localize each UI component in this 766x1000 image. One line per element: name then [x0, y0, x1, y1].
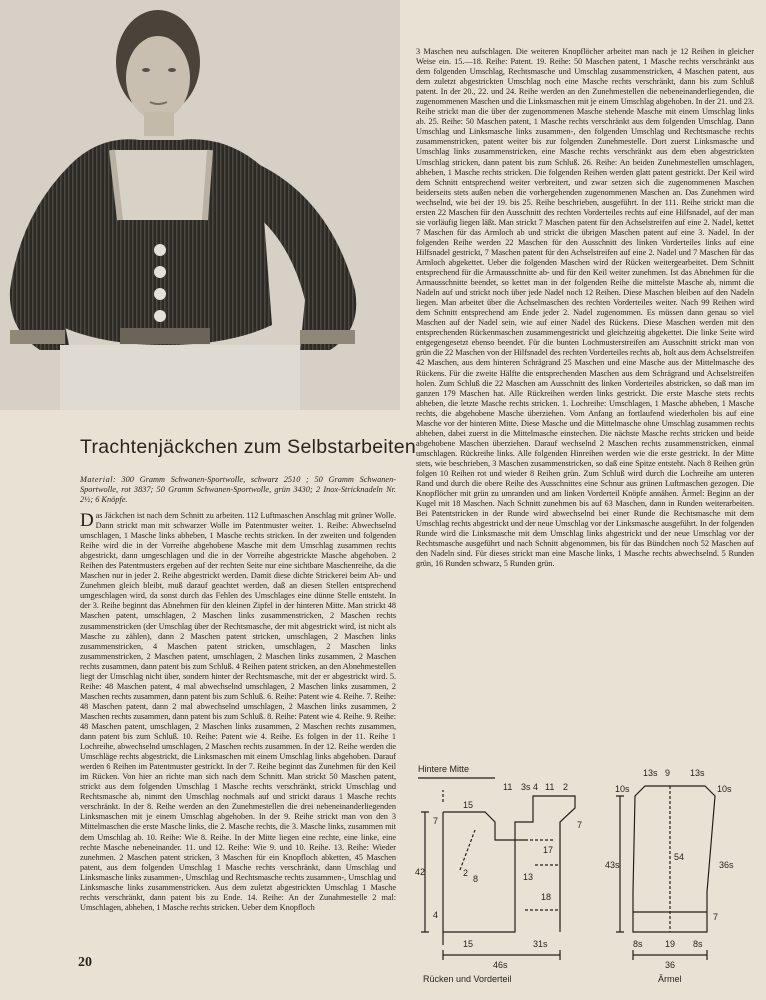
- sleeve-13s-left: 13s: [643, 768, 658, 778]
- sleeve-7: 7: [713, 912, 719, 922]
- photo-illustration: [0, 0, 400, 410]
- sleeve-36s: 36s: [719, 860, 734, 870]
- left-paragraph: as Jäckchen ist nach dem Schnitt zu arbeiten. 112 Luftmaschen Anschlag mit grüner Wolle. Dann strickt man mit schwarzer Wolle im Patentmuster weiter. 1. Reihe: Abwechselnd umschlagen, 1 Masche links abheben, 1 Masche rechts stricken. In der zweiten und folgenden Reihe wird die in der Vorreihe abgehobene Masche mit dem Umschlag zusammen rechts abgestrickt, dann umgeschlagen und die in der Vorreihe abgestrickte Masche abgehoben. 2 Reihen des Patentmusters ergeben auf der rechten Seite nur eine sichtbare Maschenreihe, da die Maschen nur in jeder 2. Reihe abgestrickt werden. Damit diese dichte Strickerei beim Ab- und Zunehmen gleich bleibt, muß darauf geachtet werden, daß an diesen Stellen entsprechend umgeschlagen wird, da sonst durch das Fehlen des Umschlages eine dünne Stelle entsteht. In der 3. Reihe beginnt das Abnehmen für den kleinen Zipfel in der hinteren Mitte. Man strickt 48 Maschen patent, umschlagen, 2 Maschen links zusammenstricken, 2 Maschen rechts zusammenstricken (der Umschlag über der Rechtsmasche, der mit abgestrickt wird, ist nicht als Masche zu zählen), dann 2 Maschen patent stricken, umschlagen, 2 Maschen links zusammenstricken, 4 Maschen patent stricken, umschlagen, 2 Maschen links zusammenstricken, 2 Maschen patent, umschlagen, 2 Maschen links zusammen, 2 Maschen rechts zusammen, dann patent bis zum Schluß. 4 Reihen patent stricken, an den Abnehmestellen liegt der Umschlag nicht über, sondern hinter der Rechtsmasche, mit der er abgestrickt wird. 5. Reihe: 48 Maschen patent, 4 mal abwechselnd umschlagen, 2 Maschen links zusammen, 2 Maschen rechts zusammen, dann patent bis zum Schluß. 6. Reihe: Patent wie 4. Reihe. 7. Reihe: 48 Maschen patent, dann 2 mal abwechselnd umschlagen, 2 Maschen links zusammen, 2 Maschen rechts zusammen, dann patent bis zum Schluß. 8. Reihe: Patent wie 4. Reihe. 9. Reihe: 48 Maschen patent, umschlagen, 2 Maschen links zusammen, 2 Maschen rechts zusammen, dann patent bis zum Schluß. 10. Reihe: Patent wie 4. Reihe. Es folgen in der 11. Reihe 1 Lochreihe, abwechselnd umschlagen, 2 Maschen rechts zusammen. In der 12. Reihe werden die Umschläge rechts abgestrickt, die Linksmaschen mit einem Umschlag links abgehoben. Darauf werden 6 Reihen im Patentmuster gestrickt. In der 7. Reihe beginnt das Zunehmen für den Keil im Rücken. Von hier an richte man sich nach dem Schnitt. Man strickt 50 Maschen patent, strickt aus dem folgenden Umschlag 1 Masche rechts verschränkt, strickt Umschlag und Rechtsmasche ab, nimmt den Umschlag nochmals auf und strickt daraus 1 Masche rechts verschränkt. In der 8. Reihe werden an den Zunehmestellen die drei nebeneinanderliegenden Linksmaschen mit je einem Umschlag abgehoben. In der 9. Reihe strickt man von den 3 Mittelmaschen die erste Masche links, die 2. Masche rechts, die 3. Masche links, zusammen mit dem Umschlag ab. 10. Reihe: Wie 8. Reihe. In der Mitte liegen eine rechte, eine linke, eine rechte Masche nebeneinander. 11. und 12. Reihe: Wie 9. und 10. Reihe. 13. Reihe: Wieder zunehmen. 2 Maschen patent stricken, 3 Maschen für ein Knopfloch abketten, 45 Maschen patent, aus dem folgenden Umschlag 1 Masche rechts verschränkt, dann Umschlag und Linksmasche links zusammen-, Umschlag und Rechtsmasche rechts zusammen-, Umschlag und Linksmasche links zusammenstricken. Aus dem zuletzt abgestrickten Umschlag 1 Masche rechts verschränkt, dann patent bis zu Ende. 14. Reihe: An der Zunahmestelle 2 mal: Umschlagen, abheben, 1 Masche rechts stricken. Ueber dem Knopfloch: [80, 511, 396, 912]
- dim-4: 4: [533, 782, 539, 792]
- back-center-label: Hintere Mitte: [418, 764, 470, 774]
- dim-15: 15: [463, 800, 474, 810]
- sleeve-36: 36: [665, 960, 676, 970]
- sleeve-8s-left: 8s: [633, 939, 643, 949]
- dim-2: 2: [563, 782, 569, 792]
- dim-31s: 31s: [533, 939, 548, 949]
- dim-3s: 3s: [521, 782, 531, 792]
- sleeve-19: 19: [665, 939, 676, 949]
- dim-8: 8: [473, 874, 479, 884]
- dim-46s: 46s: [493, 960, 508, 970]
- sleeve-43s: 43s: [605, 860, 620, 870]
- material-list: [80, 475, 396, 505]
- material-text: : 300 Gramm Schwanen-Sportwolle, schwarz 2510 ; 50 Gramm Schwanen-Sportwolle, rot 3837; 50 Gramm Schwanen-Sportwolle, grün 3430; 2 Inox-Stricknadeln Nr. 2½; 6 Knöpfe.: [80, 475, 396, 505]
- dim-7b: 7: [433, 816, 439, 826]
- dim-7: 7: [577, 820, 583, 830]
- body-caption: Rücken und Vorderteil: [423, 974, 512, 984]
- dim-4b: 4: [433, 910, 439, 920]
- sleeve-9: 9: [665, 768, 671, 778]
- drop-cap: D: [80, 510, 94, 531]
- left-text-column: [80, 511, 396, 913]
- material-label: Material: [80, 475, 114, 484]
- dim-13: 13: [523, 872, 534, 882]
- sleeve-13s-right: 13s: [690, 768, 705, 778]
- right-paragraph: 3 Maschen neu aufschlagen. Die weiteren Knopflöcher arbeitet man nach je 12 Reihen in gleicher Weise ein. 15.—18. Reihe: Patent. 19. Reihe: 50 Maschen patent, 1 Masche rechts verschränkt aus dem folgenden Umschlag, Rechtsmasche und Umschlag zusammenstricken, 4 Maschen patent, aus dem zuletzt abgestrickten Umschlag noch eine Masche rechts verschränkt, dann bis zum Schluß patent. In der 20., 22. und 24. Reihe werden an den Zunehmestellen die nebeneinanderliegenden, die zugenommenen Maschen und die Linksmaschen mit je einem Umschlag abgehoben. In der 21. und 23. Reihe strickt man die über der zugenommenen Masche stehende Masche mit einem Umschlag links ab. 25. Reihe: 50 Maschen patent, 1 Masche rechts verschränkt aus dem folgenden Umschlag. Dann Umschlag und Linksmasche links zusammen-, den folgenden Umschlag und Rechtsmasche rechts zusammenstricken, patent weiter bis zur folgenden Zunehmestelle. Dort zuerst Linksmasche und Umschlag links zusammenstricken, eine Masche rechts verschränkt aus dem eben abgestrickten Umschlag stricken, dann patent bis zum Schluß. 26. Reihe: An beiden Zunehmestellen umschlagen, abheben, 1 Masche rechts stricken. Die folgenden Reihen werden glatt patent gestrickt. Der Keil wird dem Schnitt entsprechend weiter verbreitert, und zwar setzen sich die zugenommenen Maschen beiderseits stets außen neben die vorhergehenden zugenommenen Maschen an. Das Zunehmen wird wechselnd, wie bei der 19. bis 25. Reihe beschrieben, ausgeführt. In der 111. Reihe strickt man die ersten 22 Maschen für den Ausschnitt des rechten Vorderteiles rechts auf eine Hilfsnadel, auf der man sie vorläufig liegen läßt. Man strickt 7 Maschen patent für den Achselstreifen auf eine 2. Nadel, kettet 7 Maschen für das Armloch ab und strickt die übrigen Maschen patent auf eine 3. Nadel. In der folgenden Reihe werden 22 Maschen für den Ausschnitt des linken Vorderteiles links auf eine Hilfsnadel gestrickt, 7 Maschen patent für den Achselstreifen auf eine 2. Nadel und 7 Maschen für das Armloch abgekettet. Ueber die folgenden Maschen wird der Rücken weitergearbeitet. Dem Schnitt entsprechend für die Armausschnitte ab- und für den Keil weiter zunehmen. Ist das Abnehmen für die Armausschnitte beendet, so kettet man in der folgenden Reihe die mittelste Masche ab, nimmt die Nadeln auf und strickt noch über jede Nadel noch 12 Reihen. Diese Maschen bleiben auf den Nadeln liegen. Man arbeitet über die Achselmaschen des rechten Vorderteiles weiter. Nach 99 Reihen wird dem Schnitt entsprechend am Ende jeder 2. Nadel zugenommen. Es müssen dann genau so viel Maschen auf der Nadel sein, wie auf einer Nadel des Rückens. Diese Maschen werden mit den entsprechenden Rückenmaschen zusammengestrickt und gleichzeitig abgekettet. Die linke Seite wird entgegengesetzt ebenso beendet. Für die bunten Lochmusterstreifen am Ausschnitt strickt man von grün die 22 Maschen von der Hilfsnadel des rechten Vorderteiles rechts ab, holt aus dem Achselstreifen 42 Maschen, aus dem hinteren Schrägrand 25 Maschen und eine Masche aus der Mittelmasche des Rückens. Für die zweite Hälfte die entsprechenden Maschen aus dem Schrägrand und Achselstreifen holen. Zum Schluß die 22 Maschen am Ausschnitt des linken Vorderteiles abstricken, so daß man im ganzen 179 Maschen hat. Alle Rückreihen werden links gestrickt. Die erste Masche stets rechts abheben, die letzte Masche rechts stricken. 1. Lochreihe: Umschlagen, 1 Masche abheben, 1 Masche rechts, die abgehobene Masche überziehen. Vom Anfang an fortlaufend wiederholen bis auf eine Masche vor der hinteren Mitte. Diese Masche und die Mittelmasche ohne Umschlag zusammen rechts abheben, dabei zuerst in die Mittelmasche einstechen. Die nächste Masche rechts stricken und beide abgehobene Maschen überziehen. Darauf wechselnd 2 Maschen rechts zusammenstricken, einmal umschlagen. Rückreihe links. Alle folgenden Hinreihen werden wie die erste gestrickt. In der Mitte stets, wie beschrieben, 3 Maschen zusammenstricken, so daß eine Spitze entsteht. Nach 8 Reihen grün folgen 10 Reihen rot und wieder 8 Reihen grün. Zum Schluß wird durch die Lochreihe am unteren Rand und durch die obere Reihe des Ausschnittes eine Schnur aus grünen Luftmaschen gezogen. Die Knopflöcher mit grün zu umranden und am linken Vorderteil Knöpfe annähen. Ärmel: Beginn an der Kugel mit 18 Maschen. Nach Schnitt zunehmen bis auf 63 Maschen, dann in Runden weiterarbeiten. Bei Patentstricken in der Runde wird abwechselnd bei einer Runde die Rechtsmasche mit dem Umschlag rechts abgestrickt und der neue Umschlag vor der Linksmasche ausgeführt. In der folgenden Runde wird die Linksmasche mit dem Umschlag links abgestrickt und der neue Umschlag vor der Rechtsmasche ausgeführt und nach Schnitt abgenommen, bis für das Bündchen noch 52 Maschen auf den Nadeln sind. Für dieses strickt man eine Masche links, 1 Masche rechts abwechselnd. 5 Runden grün, 16 Runden schwarz, 5 Runden grün.: [416, 47, 754, 569]
- pattern-schematic: [415, 760, 760, 995]
- right-text-column: [416, 47, 754, 569]
- page-number: 20: [78, 955, 92, 970]
- article-title: Trachtenjäckchen zum Selbstarbeiten: [80, 436, 417, 458]
- sleeve-8s-right: 8s: [693, 939, 703, 949]
- sleeve-10s-right: 10s: [717, 784, 732, 794]
- dim-18: 18: [541, 892, 552, 902]
- dim-42: 42: [415, 867, 426, 877]
- woman-photo: [0, 0, 400, 410]
- dim-17: 17: [543, 845, 554, 855]
- dim-2b: 2: [463, 868, 469, 878]
- dim-15b: 15: [463, 939, 474, 949]
- pattern-diagram: [415, 760, 760, 995]
- sleeve-caption: Ärmel: [658, 974, 682, 984]
- dim-11: 11: [503, 782, 513, 792]
- dim-11b: 11: [545, 782, 555, 792]
- sleeve-10s-left: 10s: [615, 784, 630, 794]
- sleeve-54: 54: [674, 852, 685, 862]
